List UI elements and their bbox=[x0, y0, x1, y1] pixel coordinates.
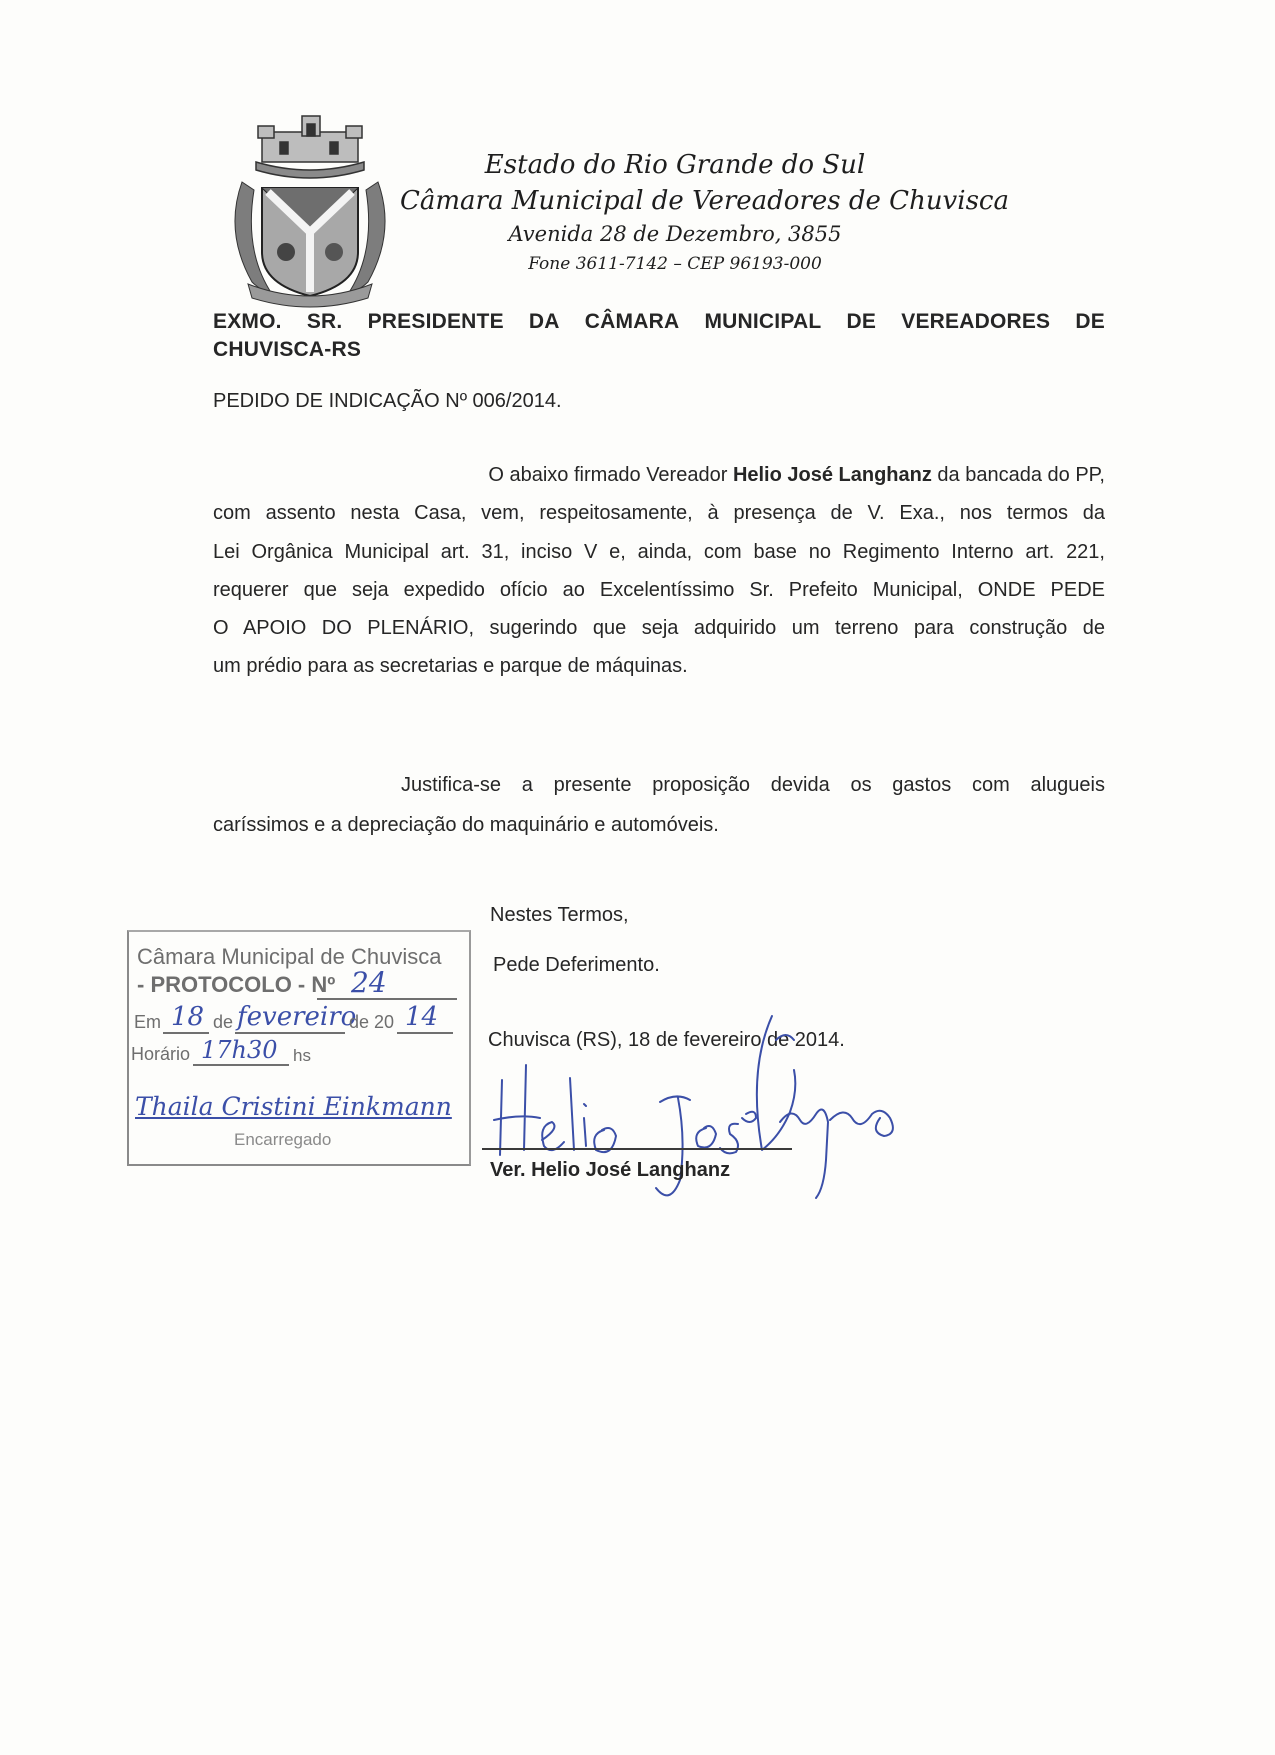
day-line bbox=[163, 1032, 209, 1034]
letterhead-address: Avenida 28 de Dezembro, 3855 bbox=[508, 222, 842, 246]
stamp-day: 18 bbox=[171, 1002, 205, 1032]
closing-request: Pede Deferimento. bbox=[493, 954, 660, 976]
stamp-hs-label: hs bbox=[293, 1046, 311, 1065]
stamp-protocol-number: 24 bbox=[351, 966, 387, 999]
addressee-line-1 bbox=[213, 310, 1105, 334]
stamp-time-label: Horário bbox=[131, 1044, 191, 1064]
paragraph1-line-1 bbox=[401, 463, 1105, 487]
paragraph1-line-3: Lei Orgânica Municipal art. 31, inciso V e, ainda, com base no Regimento Interno art. 221, bbox=[213, 541, 1105, 563]
letterhead-contact: Fone 3611-7142 – CEP 96193-000 bbox=[528, 254, 822, 274]
paragraph1-line-4: requerer que seja expedido ofício ao Excelentíssimo Sr. Prefeito Municipal, ONDE PEDE bbox=[213, 579, 1105, 601]
protocol-stamp bbox=[127, 930, 471, 1166]
stamp-year-label: de 20 bbox=[349, 1012, 395, 1032]
addressee-word: MUNICIPAL bbox=[704, 310, 822, 333]
stamp-de-label: de bbox=[213, 1012, 234, 1032]
paragraph2-line-2: caríssimos e a depreciação do maquinário e automóveis. bbox=[213, 814, 719, 836]
stamp-protocol-label: - PROTOCOLO - Nº bbox=[137, 972, 336, 997]
addressee-word: EXMO. bbox=[213, 310, 282, 333]
stamp-time: 17h30 bbox=[201, 1036, 278, 1064]
letterhead-state: Estado do Rio Grande do Sul bbox=[484, 150, 866, 180]
stamp-em-label: Em bbox=[134, 1012, 161, 1032]
letterhead-chamber: Câmara Municipal de Vereadores de Chuvisca bbox=[400, 186, 1009, 216]
addressee-word: DE bbox=[1075, 310, 1105, 333]
place-and-date: Chuvisca (RS), 18 de fevereiro de 2014. bbox=[488, 1029, 845, 1051]
stamp-month: fevereiro bbox=[237, 1002, 357, 1032]
addressee-word: DE bbox=[846, 310, 877, 333]
stamp-title: Câmara Municipal de Chuvisca bbox=[137, 944, 442, 969]
request-number: PEDIDO DE INDICAÇÃO Nº 006/2014. bbox=[213, 390, 562, 412]
stamp-year: 14 bbox=[405, 1002, 439, 1032]
addressee-word: DA bbox=[528, 310, 560, 333]
addressee-word: CÂMARA bbox=[584, 310, 680, 333]
addressee-word: VEREADORES bbox=[901, 310, 1051, 333]
councilor-name: Helio José Langhanz bbox=[732, 464, 932, 486]
paragraph1-line-2: com assento nesta Casa, vem, respeitosamente, à presença de V. Exa., nos termos da bbox=[213, 502, 1105, 524]
paragraph2-line-1: Justifica-se a presente proposição devida os gastos com alugueis bbox=[401, 774, 1105, 796]
signature-line bbox=[482, 1148, 792, 1150]
paragraph1-line-6: um prédio para as secretarias e parque de máquinas. bbox=[213, 655, 688, 677]
year-line bbox=[397, 1032, 453, 1034]
text-segment: O abaixo firmado Vereador bbox=[488, 464, 733, 486]
time-line bbox=[193, 1064, 289, 1066]
addressee-word: PRESIDENTE bbox=[367, 310, 504, 333]
paragraph1-line-5: O APOIO DO PLENÁRIO, sugerindo que seja adquirido um terreno para construção de bbox=[213, 617, 1105, 639]
clerk-signature: Thaila Cristini Einkmann bbox=[135, 1092, 452, 1121]
month-line bbox=[235, 1032, 345, 1034]
signatory-name: Ver. Helio José Langhanz bbox=[490, 1159, 731, 1181]
protocol-number-line bbox=[317, 998, 457, 1000]
closing-terms: Nestes Termos, bbox=[490, 904, 629, 926]
municipal-coat-of-arms-icon bbox=[222, 112, 398, 310]
addressee-word: SR. bbox=[306, 310, 343, 333]
addressee-line-2: CHUVISCA-RS bbox=[213, 338, 362, 361]
clerk-label: Encarregado bbox=[234, 1130, 332, 1149]
text-segment: da bancada do PP, bbox=[931, 464, 1105, 486]
